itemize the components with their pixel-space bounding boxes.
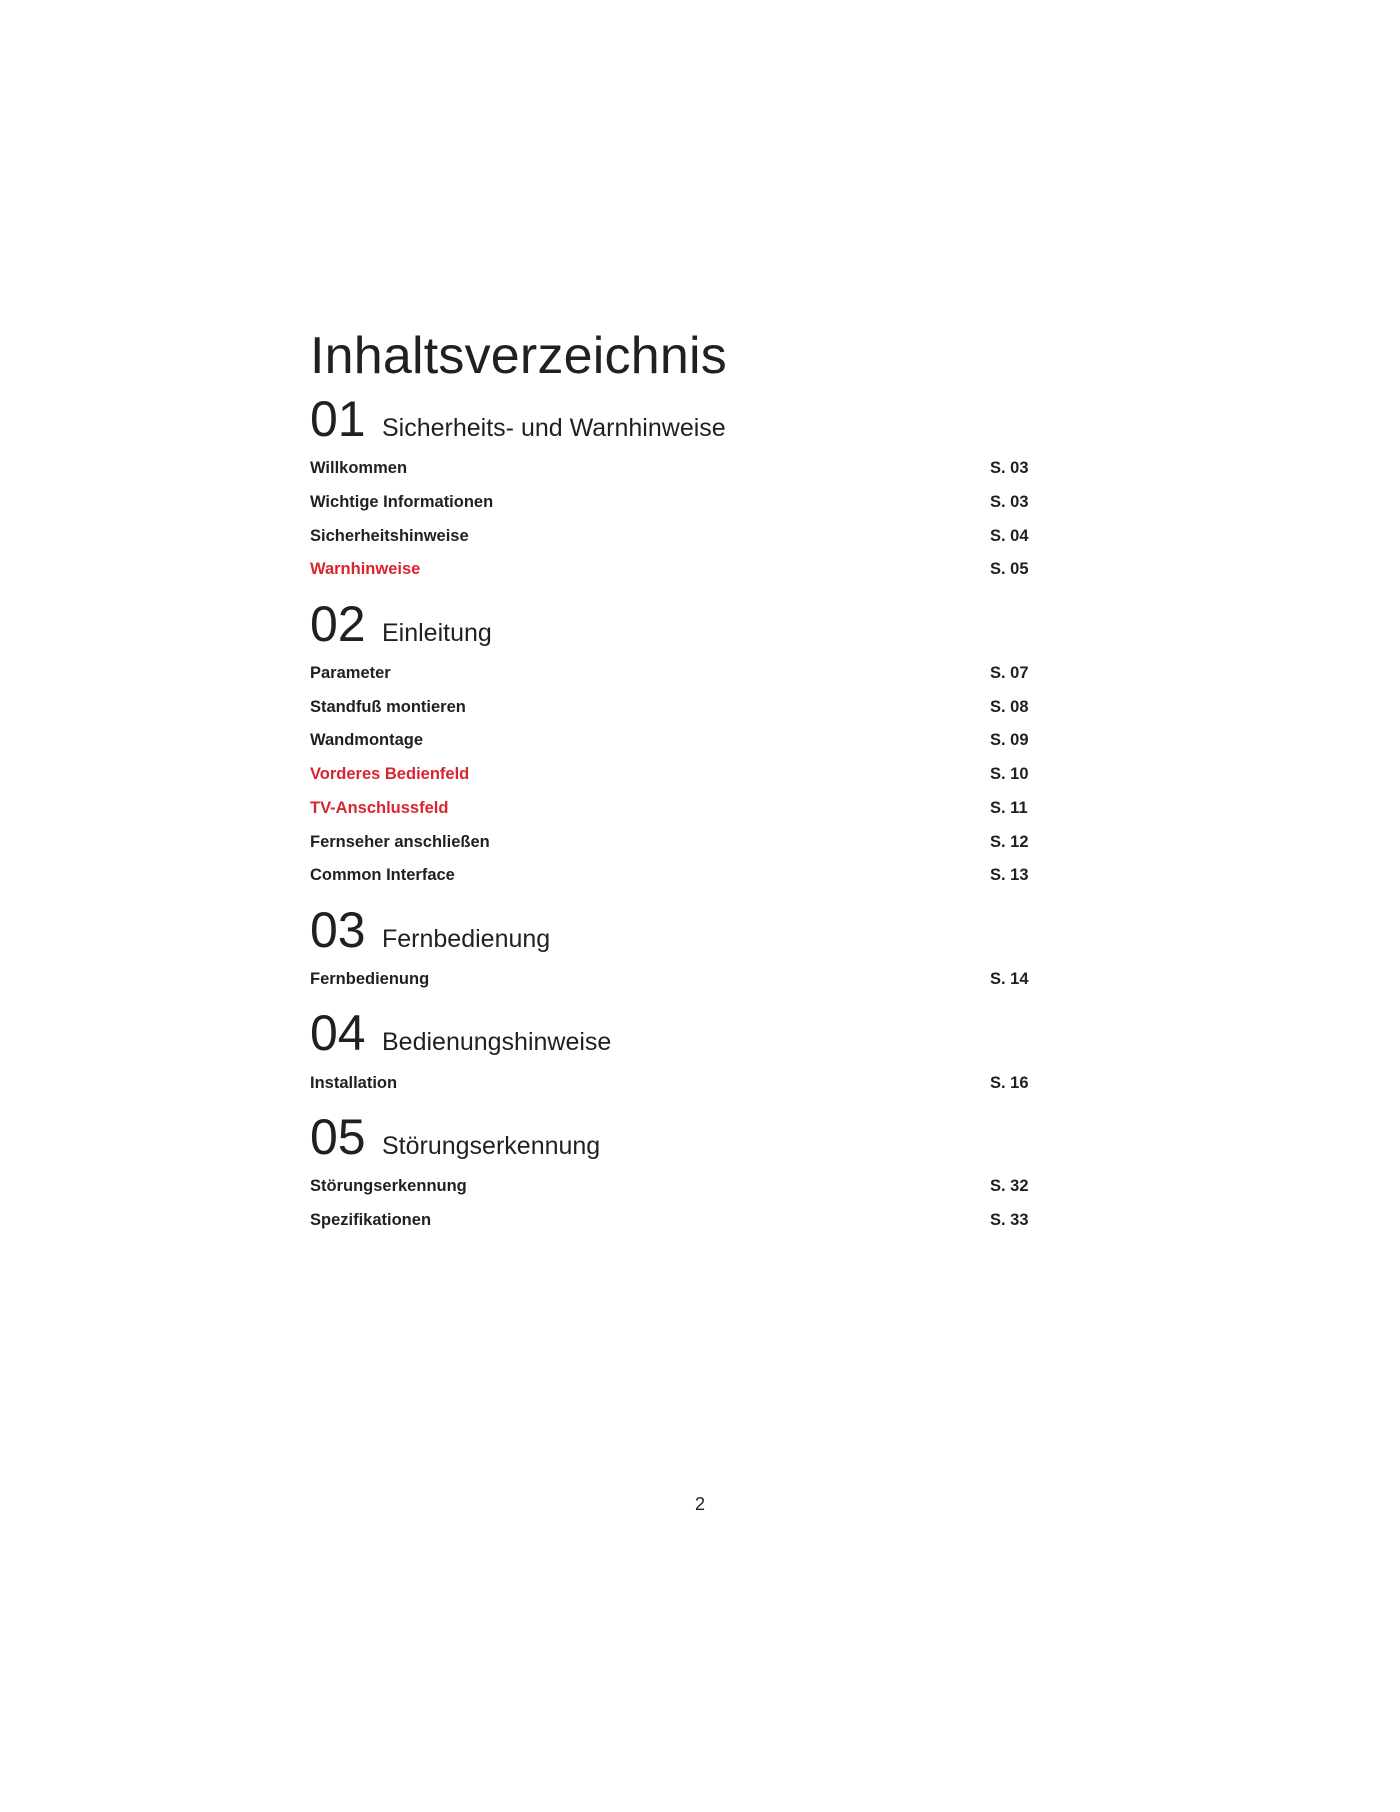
- toc-entry[interactable]: [310, 859, 1030, 893]
- toc-entry-page: S. 03: [990, 459, 1029, 478]
- toc-entry-highlighted[interactable]: [310, 758, 1030, 792]
- toc-entry-label: Sicherheitshinweise: [310, 526, 469, 545]
- toc-entry-page: S. 13: [990, 866, 1029, 885]
- toc-entry[interactable]: [310, 1170, 1030, 1204]
- toc-entry-label: Standfuß montieren: [310, 697, 466, 716]
- toc-entry-page: S. 11: [990, 798, 1028, 817]
- toc-entry[interactable]: [310, 486, 1030, 520]
- section-heading: [310, 901, 1030, 963]
- section-title: Fernbedienung: [382, 924, 551, 953]
- toc-entry-page: S. 16: [990, 1073, 1029, 1092]
- toc-entry-page: S. 05: [990, 560, 1029, 579]
- toc-entry-page: S. 14: [990, 969, 1029, 988]
- toc-entry-page: S. 08: [990, 697, 1029, 716]
- table-of-contents: [310, 326, 1030, 1237]
- toc-entry[interactable]: [310, 690, 1030, 724]
- section-title: Einleitung: [382, 618, 492, 647]
- section-heading: [310, 390, 1030, 452]
- toc-entry-highlighted[interactable]: [310, 792, 1030, 826]
- toc-entry-label: Installation: [310, 1073, 398, 1092]
- toc-entry-label: Vorderes Bedienfeld: [310, 765, 470, 784]
- section-02: [310, 595, 1030, 893]
- page-title: Inhaltsverzeichnis: [310, 327, 727, 385]
- section-03: [310, 901, 1030, 997]
- toc-entry-page: S. 32: [990, 1177, 1029, 1196]
- toc-entry-page: S. 09: [990, 731, 1029, 750]
- toc-entry[interactable]: [310, 1066, 1030, 1100]
- toc-entry-label: Common Interface: [310, 866, 455, 885]
- section-heading: [310, 1004, 1030, 1066]
- toc-entry-label: Fernbedienung: [310, 969, 430, 988]
- section-heading: [310, 1108, 1030, 1170]
- toc-entry[interactable]: [310, 1204, 1030, 1238]
- section-number: 05: [310, 1108, 366, 1165]
- toc-entry-label: Parameter: [310, 664, 391, 683]
- section-title: Störungserkennung: [382, 1131, 601, 1160]
- toc-entry[interactable]: [310, 963, 1030, 997]
- section-title: Sicherheits- und Warnhinweise: [382, 414, 726, 442]
- toc-entry[interactable]: [310, 657, 1030, 691]
- section-number: 03: [310, 901, 366, 958]
- toc-entry-label: Warnhinweise: [310, 560, 421, 579]
- section-number: 01: [310, 391, 366, 447]
- toc-entry-label: Fernseher anschließen: [310, 832, 490, 851]
- section-heading: [310, 595, 1030, 657]
- section-01: [310, 390, 1030, 587]
- toc-entry-page: S. 03: [990, 493, 1029, 512]
- toc-entry[interactable]: [310, 825, 1030, 859]
- section-number: 02: [310, 595, 366, 652]
- section-05: [310, 1108, 1030, 1237]
- toc-entry-label: Wandmontage: [310, 731, 424, 750]
- toc-entry-label: Störungserkennung: [310, 1177, 467, 1196]
- toc-entry-label: Willkommen: [310, 459, 408, 478]
- toc-entry-label: Spezifikationen: [310, 1210, 432, 1229]
- toc-entry-highlighted[interactable]: [310, 553, 1030, 587]
- toc-entry[interactable]: [310, 519, 1030, 553]
- toc-entry-page: S. 33: [990, 1210, 1029, 1229]
- toc-entry-page: S. 12: [990, 832, 1029, 851]
- toc-entry-label: TV-Anschlussfeld: [310, 798, 449, 817]
- toc-entry[interactable]: [310, 724, 1030, 758]
- section-04: [310, 1004, 1030, 1100]
- toc-entry-page: S. 07: [990, 664, 1029, 683]
- page-number: 2: [694, 1494, 705, 1514]
- section-number: 04: [310, 1005, 366, 1062]
- section-title: Bedienungshinweise: [382, 1028, 612, 1057]
- toc-entry[interactable]: [310, 452, 1030, 486]
- toc-entry-page: S. 10: [990, 765, 1029, 784]
- toc-entry-label: Wichtige Informationen: [310, 493, 494, 512]
- toc-entry-page: S. 04: [990, 526, 1029, 545]
